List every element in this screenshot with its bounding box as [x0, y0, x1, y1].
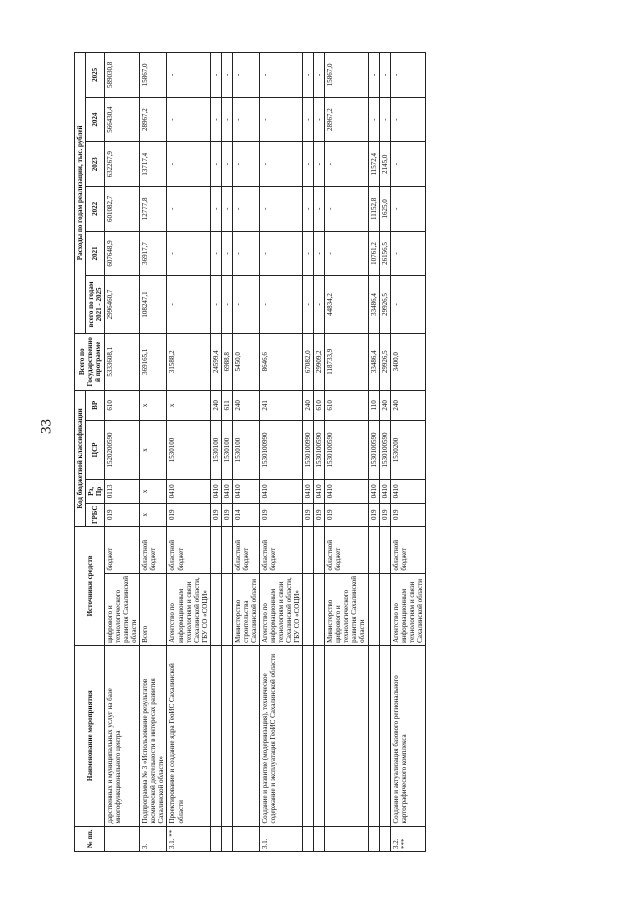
cell-y4: 566430,4 [105, 97, 140, 142]
cell-vr: х [167, 390, 210, 420]
header-total-gp: Всего по Государственной программе [75, 333, 105, 390]
header-total-years: всего по годам 2021 - 2025 [86, 276, 105, 333]
cell-y1: - [325, 231, 368, 276]
cell-grbs: 019 [105, 503, 140, 526]
cell-vr: 610 [314, 390, 325, 420]
cell-total: 31588,2 [167, 333, 210, 390]
cell-src2: бюджет [105, 526, 140, 573]
header-rzpr: Рз, Пр [86, 480, 105, 503]
cell-t: - [221, 276, 232, 333]
cell-src2: областной бюджет [140, 526, 167, 573]
cell-csr: 1530100990 [259, 420, 302, 479]
cell-y1: - [167, 231, 210, 276]
cell-t: 108247,1 [140, 276, 167, 333]
cell-name: дарственных и муниципальных услуг на базе многофункционального центра [105, 645, 140, 826]
cell-grbs: 019 [314, 503, 325, 526]
cell-src1: Агентство по информационным технологиям и связи Сахалинской области [390, 573, 425, 645]
cell-t: - [232, 276, 259, 333]
cell-src1: Агентство по информационным технологиям и связи Сахалинской области, ГБУ СО «СОЦИ» [259, 573, 302, 645]
cell-y2: - [303, 187, 314, 232]
cell-name [232, 645, 259, 826]
cell-y4: - [379, 97, 390, 142]
cell-t: 2996460,7 [105, 276, 140, 333]
table-row [140, 53, 167, 852]
cell-y5: - [314, 53, 325, 98]
cell-y2: - [232, 187, 259, 232]
cell-y3: - [221, 142, 232, 187]
cell-y2: 601082,7 [105, 187, 140, 232]
cell-csr: 1530100 [167, 420, 210, 479]
cell-total: 29909,2 [314, 333, 325, 390]
cell-src2: областной бюджет [325, 526, 368, 573]
cell-src2: областной бюджет [259, 526, 302, 573]
cell-grbs: 019 [303, 503, 314, 526]
cell-src2: областной бюджет [232, 526, 259, 573]
cell-total: 369165,1 [140, 333, 167, 390]
cell-total: 5333608,1 [105, 333, 140, 390]
cell-grbs: 019 [259, 503, 302, 526]
cell-y5: 589030,8 [105, 53, 140, 98]
cell-y5: - [259, 53, 302, 98]
cell-y1: - [259, 231, 302, 276]
cell-grbs: х [140, 503, 167, 526]
cell-total: 24599,4 [210, 333, 221, 390]
cell-total: 29926,5 [379, 333, 390, 390]
cell-y3: - [314, 142, 325, 187]
cell-grbs: 014 [232, 503, 259, 526]
cell-name: Создание и актуализация базового регионального картографического комплекса [390, 645, 425, 826]
table-row [390, 53, 425, 852]
cell-y3: - [303, 142, 314, 187]
cell-rzpr: х [140, 480, 167, 503]
cell-name: Подпрограмма № 3 «Использование результатов космической деятельности в интересах развития Сахалинской области» [140, 645, 167, 826]
cell-t: - [259, 276, 302, 333]
cell-src1: Агентство по информационным технологиям и связи Сахалинской области, ГБУ СО «СОЦИ» [167, 573, 210, 645]
header-sources: Источники средств [75, 526, 105, 645]
cell-src2 [221, 526, 232, 573]
cell-y1: - [221, 231, 232, 276]
cell-num [368, 826, 379, 851]
cell-y2: 11152,8 [368, 187, 379, 232]
header-grbs: ГРБС [86, 503, 105, 526]
header-expenses: Расходы по годам реализации, тыс. рублей [75, 53, 86, 334]
header-2022: 2022 [86, 187, 105, 232]
cell-y4: - [221, 97, 232, 142]
cell-name [379, 645, 390, 826]
cell-rzpr: 0410 [325, 480, 368, 503]
cell-csr: 1530100590 [379, 420, 390, 479]
cell-t: 33486,4 [368, 276, 379, 333]
cell-y5: - [368, 53, 379, 98]
cell-grbs: 019 [368, 503, 379, 526]
cell-grbs: 019 [210, 503, 221, 526]
cell-y1: - [232, 231, 259, 276]
cell-csr: 1530100590 [325, 420, 368, 479]
cell-y2: - [167, 187, 210, 232]
cell-y4: - [259, 97, 302, 142]
cell-y5: - [210, 53, 221, 98]
cell-t: - [210, 276, 221, 333]
cell-y4: - [210, 97, 221, 142]
cell-num [210, 826, 221, 851]
cell-name [210, 645, 221, 826]
cell-total: 6988,8 [221, 333, 232, 390]
cell-y3: - [232, 142, 259, 187]
header-2024: 2024 [86, 97, 105, 142]
header-2025: 2025 [86, 53, 105, 98]
table-row [221, 53, 232, 852]
cell-rzpr: 0410 [167, 480, 210, 503]
cell-rzpr: 0410 [303, 480, 314, 503]
cell-y1: - [390, 231, 425, 276]
cell-vr: 610 [325, 390, 368, 420]
cell-num: 3.1. ** [167, 826, 210, 851]
cell-src1 [368, 573, 379, 645]
cell-vr: 240 [303, 390, 314, 420]
cell-src2 [368, 526, 379, 573]
table-row [259, 53, 302, 852]
cell-t: - [167, 276, 210, 333]
cell-y1: - [210, 231, 221, 276]
table-row [314, 53, 325, 852]
cell-vr: 610 [105, 390, 140, 420]
cell-y2: - [314, 187, 325, 232]
budget-table [74, 52, 426, 852]
cell-y2: - [259, 187, 302, 232]
cell-rzpr: 0410 [314, 480, 325, 503]
cell-vr: 240 [232, 390, 259, 420]
cell-y4: - [314, 97, 325, 142]
cell-grbs: 019 [167, 503, 210, 526]
table-row [232, 53, 259, 852]
cell-y5: - [232, 53, 259, 98]
cell-t: - [303, 276, 314, 333]
header-vr: ВР [86, 390, 105, 420]
cell-vr: 241 [259, 390, 302, 420]
cell-src2: областной бюджет [167, 526, 210, 573]
cell-y3: - [325, 142, 368, 187]
cell-y3: 13717,4 [140, 142, 167, 187]
table-row [368, 53, 379, 852]
cell-src2: областной бюджет [390, 526, 425, 573]
cell-src1 [221, 573, 232, 645]
cell-y1: - [303, 231, 314, 276]
cell-y4: 28967,2 [140, 97, 167, 142]
cell-y4: - [167, 97, 210, 142]
cell-y4: - [390, 97, 425, 142]
cell-name [325, 645, 368, 826]
cell-y2: - [390, 187, 425, 232]
cell-total: 3400,0 [390, 333, 425, 390]
page-number: 33 [38, 419, 55, 434]
cell-total: 33486,4 [368, 333, 379, 390]
cell-y1: - [314, 231, 325, 276]
cell-num [379, 826, 390, 851]
cell-y2: - [210, 187, 221, 232]
table-row [105, 53, 140, 852]
cell-csr: 1530100 [221, 420, 232, 479]
cell-num: 3.2. *** [390, 826, 425, 851]
cell-rzpr: 0113 [105, 480, 140, 503]
cell-num [325, 826, 368, 851]
cell-y1: 10761,2 [368, 231, 379, 276]
cell-name [303, 645, 314, 826]
header-num: № пп. [75, 826, 105, 851]
cell-num [303, 826, 314, 851]
cell-y3: - [167, 142, 210, 187]
cell-src1: Министерство цифрового и технологического развития Сахалинской области [325, 573, 368, 645]
cell-grbs: 019 [221, 503, 232, 526]
cell-src2 [303, 526, 314, 573]
cell-total: 67082,0 [303, 333, 314, 390]
cell-y3: - [210, 142, 221, 187]
cell-t: 44834,2 [325, 276, 368, 333]
cell-name [314, 645, 325, 826]
table-row [303, 53, 314, 852]
header-csr: ЦСР [86, 420, 105, 479]
cell-t: 29926,5 [379, 276, 390, 333]
cell-csr: 1520200590 [105, 420, 140, 479]
cell-vr: 240 [379, 390, 390, 420]
cell-total: 5450,0 [232, 333, 259, 390]
cell-y3: - [390, 142, 425, 187]
cell-y3: 632267,9 [105, 142, 140, 187]
header-budget-code: Код бюджетной классификации [75, 390, 86, 526]
cell-num [221, 826, 232, 851]
cell-num: 3. [140, 826, 167, 851]
cell-y3: - [259, 142, 302, 187]
cell-y2: - [221, 187, 232, 232]
cell-name: Создание и развитие (модернизация), техническое содержание и эксплуатация ГеоИС Сахалинской области [259, 645, 302, 826]
cell-y5: 15867,0 [140, 53, 167, 98]
cell-rzpr: 0410 [368, 480, 379, 503]
cell-y5: 15867,0 [325, 53, 368, 98]
cell-src2 [210, 526, 221, 573]
table-row [325, 53, 368, 852]
cell-rzpr: 0410 [379, 480, 390, 503]
cell-csr: 1530100 [210, 420, 221, 479]
cell-num [314, 826, 325, 851]
cell-y5: - [303, 53, 314, 98]
cell-csr: х [140, 420, 167, 479]
cell-y1: 607648,9 [105, 231, 140, 276]
table-row [210, 53, 221, 852]
cell-y4: - [368, 97, 379, 142]
cell-vr: 110 [368, 390, 379, 420]
cell-src1 [314, 573, 325, 645]
cell-num: 3.1. [259, 826, 302, 851]
cell-y2: 12777,8 [140, 187, 167, 232]
cell-csr: 1530100590 [314, 420, 325, 479]
header-2021: 2021 [86, 231, 105, 276]
cell-y5: - [167, 53, 210, 98]
table-body [105, 53, 426, 852]
cell-y2: 1625,0 [379, 187, 390, 232]
cell-name [221, 645, 232, 826]
cell-src1: Всего [140, 573, 167, 645]
cell-rzpr: 0410 [232, 480, 259, 503]
cell-csr: 1530100590 [368, 420, 379, 479]
cell-y4: - [232, 97, 259, 142]
cell-src1: Министерство строительства Сахалинской области [232, 573, 259, 645]
cell-grbs: 019 [390, 503, 425, 526]
cell-y3: 11572,4 [368, 142, 379, 187]
cell-vr: 240 [390, 390, 425, 420]
cell-src2 [379, 526, 390, 573]
cell-rzpr: 0410 [259, 480, 302, 503]
header-name: Наименование мероприятия [75, 645, 105, 826]
cell-name: Проектирование и создание ядра ГеоИС Сахалинской области [167, 645, 210, 826]
cell-rzpr: 0410 [210, 480, 221, 503]
cell-csr: 1530100990 [303, 420, 314, 479]
cell-rzpr: 0410 [390, 480, 425, 503]
cell-src1 [210, 573, 221, 645]
header-2023: 2023 [86, 142, 105, 187]
cell-src2 [314, 526, 325, 573]
cell-y1: 26156,5 [379, 231, 390, 276]
cell-t: - [314, 276, 325, 333]
cell-t: - [390, 276, 425, 333]
table-row [379, 53, 390, 852]
cell-total: 8646,6 [259, 333, 302, 390]
cell-vr: 240 [210, 390, 221, 420]
cell-src1 [379, 573, 390, 645]
cell-y5: - [379, 53, 390, 98]
cell-y3: 2145,0 [379, 142, 390, 187]
cell-num [105, 826, 140, 851]
cell-y2: - [325, 187, 368, 232]
cell-grbs: 019 [379, 503, 390, 526]
rotated-table-container [74, 52, 544, 852]
cell-src1 [303, 573, 314, 645]
cell-y5: - [221, 53, 232, 98]
cell-y5: - [390, 53, 425, 98]
cell-y1: 36917,7 [140, 231, 167, 276]
cell-y4: - [303, 97, 314, 142]
cell-num [232, 826, 259, 851]
cell-rzpr: 0410 [221, 480, 232, 503]
cell-csr: 1530200 [390, 420, 425, 479]
table-row [167, 53, 210, 852]
cell-csr: 1530100 [232, 420, 259, 479]
cell-total: 118733,9 [325, 333, 368, 390]
cell-vr: 611 [221, 390, 232, 420]
cell-grbs: 019 [325, 503, 368, 526]
cell-y4: 28967,2 [325, 97, 368, 142]
cell-name [368, 645, 379, 826]
cell-src1: цифрового и технологического развития Сахалинской области [105, 573, 140, 645]
cell-vr: х [140, 390, 167, 420]
